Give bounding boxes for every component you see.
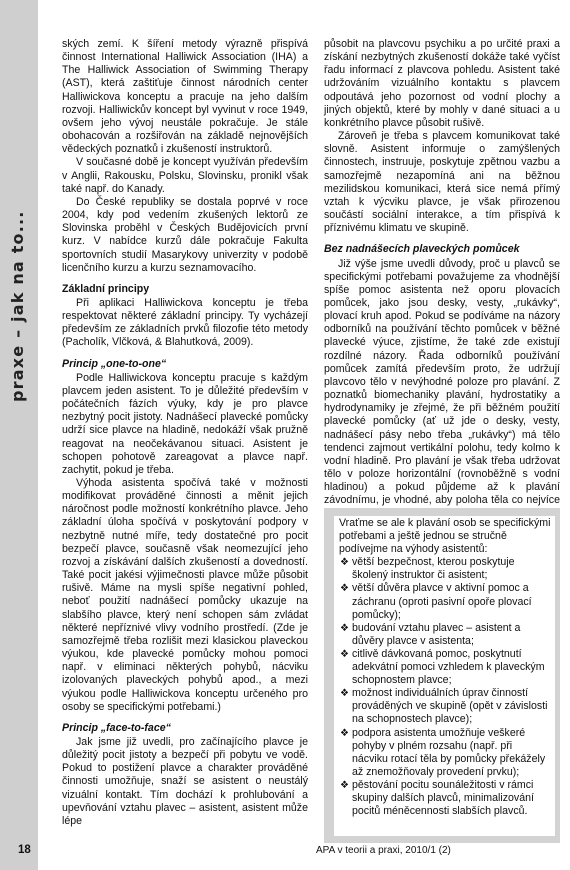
left-column (62, 38, 308, 828)
list-item: ❖ budování vztahu plavec – asistent a důvěry plavce v asistenta; (340, 621, 521, 647)
heading-basic-principles: Základní principy (62, 282, 150, 295)
journal-citation: APA v teorii a praxi, 2010/1 (2) (316, 845, 451, 856)
list-item: ❖ větší bezpečnost, kterou poskytuje školený instruktor či asistent; (340, 556, 515, 582)
paragraph: působit na plavcovu psychiku a po určité praxi a získání nezbytných zkušeností dokáže také vyčíst řadu informací z plavcova pohledu. Asistent také udržováním vizuálního kontaktu s plavcem odpoutává jeho pozornost od vodní plochy a jiných objektů, které by mohly v dané situaci a u konkrétního plavce působit rušivě. (324, 38, 560, 129)
paragraph: ských zemí. K šíření metody výrazně přispívá činnost International Halliwick Association (IHA) a The Halliwick Association of Swimming Therapy (AST), která zaštiťuje činnost národních center Halliwickova konceptu a pracuje na jeho dalším rozvoji. Halliwickův koncept byl vyvinut v roce 1949, ovšem jeho vývoj neustále pokračuje. Je stále obohacován a rozšiřován na základě nejnovějších vědeckých poznatků i zkušeností instruktorů. (62, 38, 308, 156)
right-column (324, 38, 560, 521)
page-footer (0, 844, 570, 858)
paragraph: Podle Halliwickova konceptu pracuje s každým plavcem jeden asistent. To je důležité především v počátečních fázích výuky, kdy je pro plavce nezbytný pocit jistoty. Nadnášecí plavecké pomůcky udrží sice plavce na hladině, nedokáží však pružně reagovat na neočekávanou situaci. Asistent je schopen pohotově zareagovat a plavce např. zachytit, pokud je třeba. (62, 371, 308, 476)
section-label: praxe – jak na to... (8, 210, 27, 402)
paragraph: Do České republiky se dostala poprvé v roce 2004, kdy pod vedením zkušených lektorů ze Slovinska proběhl v Českých Budějovicích první kurz. V nabídce kurzů dále pokračuje Fakulta sportovních studií Masarykovy univerzity v podobě licenčního kurzu a kurzu seznamovacího. (62, 195, 308, 274)
diamond-bullet-icon: ❖ (340, 779, 349, 791)
page-number: 18 (18, 844, 31, 856)
list-item: ❖ pěstování pocitu sounáležitosti v rámci skupiny dalších plavců, minimalizování pocitů méněcennosti slabších plavců. (340, 778, 534, 818)
paragraph: Jak jsme již uvedli, pro začínajícího plavce je důležitý pocit jistoty a bezpečí při pobytu ve vodě. Pokud to postižení plavce a charakter prováděné činnosti umožňuje, snaží se asistent o neustálý vizuální kontakt. Tím dochází k prohlubování a upevňování vztahu plavec – asistent, asistent může lépe (62, 735, 308, 827)
list-item: ❖ citlivě dávkovaná pomoc, poskytnutí adekvátní pomoci vzhledem k plaveckým schopnostem plavce; (340, 647, 545, 687)
list-item: ❖ větší důvěra plavce v aktivní pomoc a záchranu (oproti pasivní opoře plovací pomůcky); (340, 582, 532, 621)
heading-face-to-face: Princip „face-to-face“ (62, 721, 171, 734)
advantages-box-inner (334, 516, 555, 836)
advantages-box (324, 508, 560, 843)
diamond-bullet-icon: ❖ (340, 583, 349, 595)
paragraph: Již výše jsme uvedli důvody, proč u plavců se specifickými potřebami považujeme za vhodnější spíše pomoc asistenta než oporu plovacích pomůcek, jako jsou desky, vesty, „rukávky“, plovací kruh apod. Pokud se podíváme na názory odborníků na používání těchto pomůcek v běžné plavecké výuce, zjistíme, že také zde existují rozdílné názory. Řada odborníků používání pomůcek zamítá především proto, že udržují plavcovo tělo v nevýhodné poloze pro plavání. Z poznatků biomechaniky plavání, hydrostatiky a hydrodynamiky je zřejmé, že při běžném použití plavecké pomůcky (ať už jde o desky, vesty, nadnášecí pásy nebo třeba „rukávky“) má tělo tendenci zajmout vertikální polohu, tedy kolmo k vodní hladině. Pro plavání je však třeba udržovat tělo v poloze horizontální (rovnoběžně s vodní hladinou) a pokud půjdeme až k plavání závodnímu, je vhodné, aby poloha těla co nejvíce (324, 257, 560, 507)
box-intro: Vraťme se ale k plavání osob se specifickými potřebami a ještě jednou se stručně podívejme na výhody asistentů: (339, 517, 551, 556)
paragraph: Výhoda asistenta spočívá také v možnosti modifikovat prováděné činnosti a měnit jejich náročnost podle možností konkrétního plavce. Jeho základní úloha spočívá v poskytování podpory v nezbytně nutné míře, tedy dostatečné pro pocit bezpečí plavce, současně však neomezující jeho rozvoj a získávání dalších zkušeností a dovedností. Také pocit jakési výjimečnosti plavce může působit rušivě. Máme na mysli spíše negativní pohled, neboť použití nadnášecí pomůcky ukazuje na slabšího plavce, který není schopen sám zvládat některé nepříznivé vlivy vodního prostředí. (Zde je samozřejmě třeba rozlišit mezi klasickou plaveckou výukou, kde plavecké pomůcky mohou pomoci např. v eliminaci některých pohybů, nácviku izolovaných plaveckých pohybů apod., a mezi výukou podle Halliwickova konceptu určeného pro osoby se specifickými potřebami.) (62, 477, 308, 713)
diamond-bullet-icon: ❖ (340, 688, 349, 700)
paragraph: Při aplikaci Halliwickova konceptu je třeba respektovat některé základní principy. Ty vycházejí především ze základních prvků filozofie této metody (Pacholík, Vlčková, & Blahutková, 2009). (62, 296, 308, 349)
advantages-list (334, 556, 555, 818)
diamond-bullet-icon: ❖ (340, 622, 349, 634)
paragraph: V současné době je koncept využíván především v Anglii, Rakousku, Polsku, Slovinsku, pronikl však také např. do Kanady. (62, 156, 308, 195)
diamond-bullet-icon: ❖ (340, 648, 349, 660)
diamond-bullet-icon: ❖ (340, 557, 349, 569)
paragraph: Zároveň je třeba s plavcem komunikovat také slovně. Asistent informuje o zamýšlených činnostech, instruuje, poskytuje zpětnou vazbu a samozřejmě nezapomíná ani na běžnou mezilidskou komunikaci, která sice nemá přímý vztah k výcviku plavce, je však přirozenou součástí sociální interakce, a tím přispívá k příznivému klimatu ve skupině. (324, 130, 560, 235)
heading-without-aids: Bez nadnášecích plaveckých pomůcek (324, 243, 520, 256)
list-item: ❖ možnost individuálních úprav činností prováděných ve skupině (opět v závislosti na schopnostech plavce); (340, 687, 548, 726)
sidebar-strip (0, 0, 38, 870)
diamond-bullet-icon: ❖ (340, 727, 349, 739)
heading-one-to-one: Princip „one-to-one“ (62, 357, 167, 370)
list-item: ❖ podpora asistenta umožňuje veškeré pohyby v plném rozsahu (např. při nácviku rotací těla by pomůcky překážely až znemožňovaly provedení prvku); (340, 726, 546, 778)
